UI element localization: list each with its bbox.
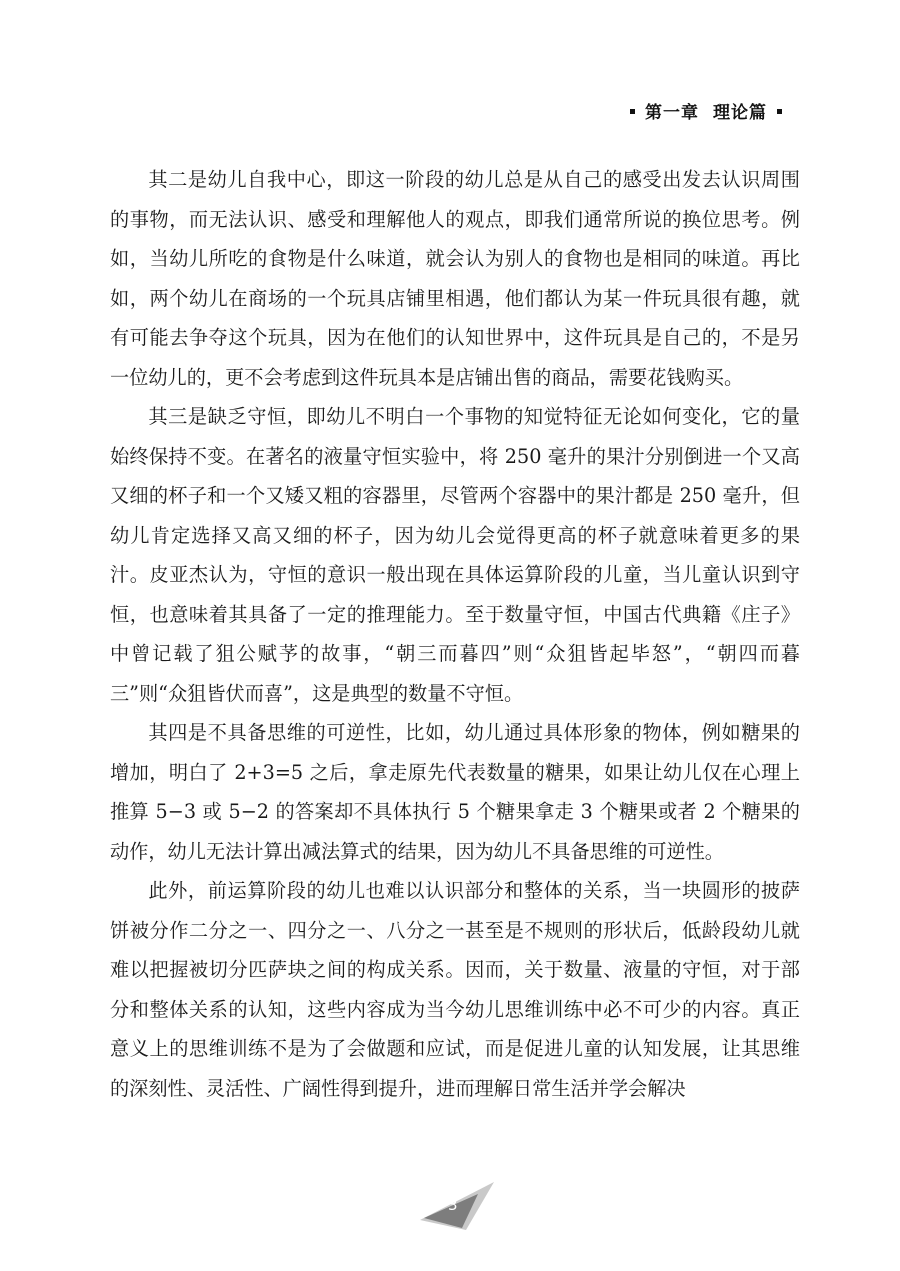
paragraph: 其三是缺乏守恒，即幼儿不明白一个事物的知觉特征无论如何变化，它的量始终保持不变。在著名的液量守恒实验中，将 250 毫升的果汁分别倒进一个又高又细的杯子和一个又矮又粗的容器里，尽管两个容器中的果汁都是 250 毫升，但幼儿肯定选择又高又细的杯子，因为幼儿会觉得更高的杯子就意味着更多的果汁。皮亚杰认为，守恒的意识一般出现在具体运算阶段的儿童，当儿童认识到守恒，也意味着其具备了一定的推理能力。至于数量守恒，中国古代典籍《庄子》中曾记载了狙公赋芧的故事，“朝三而暮四”则“众狙皆起毕怒”，“朝四而暮三”则“众狙皆伏而喜”，这是典型的数量不守恒。 xyxy=(110,405,800,705)
running-header xyxy=(620,98,792,123)
paragraph: 此外，前运算阶段的幼儿也难以认识部分和整体的关系，当一块圆形的披萨饼被分作二分之一、四分之一、八分之一甚至是不规则的形状后，低龄段幼儿就难以把握被切分匹萨块之间的构成关系。因而，关于数量、液量的守恒，对于部分和整体关系的认知，这些内容成为当今幼儿思维训练中必不可少的内容。真正意义上的思维训练不是为了会做题和应试，而是促进儿童的认知发展，让其思维的深刻性、灵活性、广阔性得到提升，进而理解日常生活并学会解决 xyxy=(110,879,800,1100)
page-number-marker xyxy=(418,1180,494,1232)
paragraph: 其二是幼儿自我中心，即这一阶段的幼儿总是从自己的感受出发去认识周围的事物，而无法认识、感受和理解他人的观点，即我们通常所说的换位思考。例如，当幼儿所吃的食物是什么味道，就会认为别人的食物也是相同的味道。再比如，两个幼儿在商场的一个玩具店铺里相遇，他们都认为某一件玩具很有趣，就有可能去争夺这个玩具，因为在他们的认知世界中，这件玩具是自己的，不是另一位幼儿的，更不会考虑到这件玩具本是店铺出售的商品，需要花钱购买。 xyxy=(110,168,800,389)
bullet-square-icon xyxy=(777,109,782,114)
page-number: 3 xyxy=(448,1196,458,1214)
chapter-label: 第一章 xyxy=(645,103,699,123)
bullet-square-icon xyxy=(630,109,635,114)
chapter-title: 理论篇 xyxy=(713,103,767,123)
paragraph: 其四是不具备思维的可逆性，比如，幼儿通过具体形象的物体，例如糖果的增加，明白了 2+3=5 之后，拿走原先代表数量的糖果，如果让幼儿仅在心理上推算 5−3 或 5−2 的答案却不具体执行 5 个糖果拿走 3 个糖果或者 2 个糖果的动作，幼儿无法计算出减法算式的结果，因为幼儿不具备思维的可逆性。 xyxy=(110,721,800,863)
body-text xyxy=(110,160,800,1108)
